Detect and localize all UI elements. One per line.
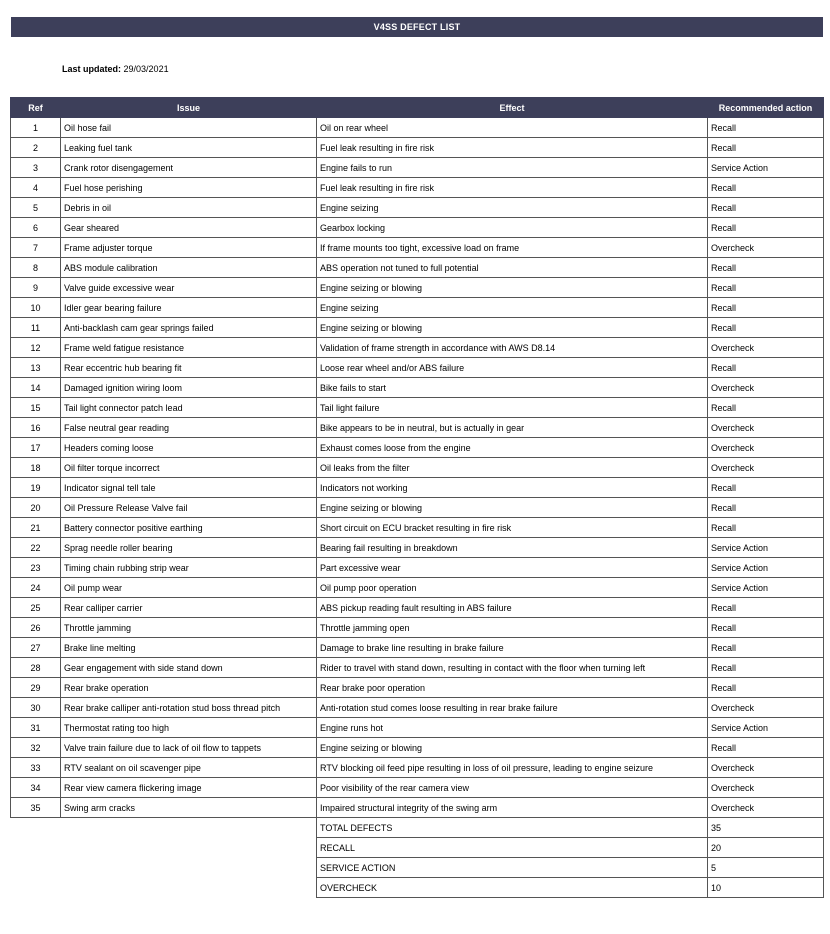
- cell-effect: Short circuit on ECU bracket resulting in fire risk: [317, 518, 708, 538]
- cell-action: Recall: [708, 638, 824, 658]
- cell-issue: Oil pump wear: [61, 578, 317, 598]
- cell-issue: Fuel hose perishing: [61, 178, 317, 198]
- cell-ref: 29: [11, 678, 61, 698]
- cell-issue: ABS module calibration: [61, 258, 317, 278]
- cell-action: Recall: [708, 498, 824, 518]
- cell-ref: 6: [11, 218, 61, 238]
- cell-action: Recall: [708, 618, 824, 638]
- cell-action: Recall: [708, 678, 824, 698]
- cell-ref: 18: [11, 458, 61, 478]
- summary-row: [11, 818, 824, 838]
- cell-ref: 14: [11, 378, 61, 398]
- table-row: [11, 478, 824, 498]
- summary-spacer: [11, 838, 317, 858]
- cell-issue: RTV sealant on oil scavenger pipe: [61, 758, 317, 778]
- cell-action: Recall: [708, 598, 824, 618]
- cell-issue: Anti-backlash cam gear springs failed: [61, 318, 317, 338]
- cell-issue: Swing arm cracks: [61, 798, 317, 818]
- cell-issue: Headers coming loose: [61, 438, 317, 458]
- cell-issue: Crank rotor disengagement: [61, 158, 317, 178]
- table-row: [11, 678, 824, 698]
- cell-effect: Part excessive wear: [317, 558, 708, 578]
- summary-row: [11, 858, 824, 878]
- cell-action: Overcheck: [708, 438, 824, 458]
- cell-ref: 10: [11, 298, 61, 318]
- last-updated-value: 29/03/2021: [123, 64, 169, 74]
- cell-issue: Debris in oil: [61, 198, 317, 218]
- table-row: [11, 178, 824, 198]
- summary-label: SERVICE ACTION: [317, 858, 708, 878]
- cell-action: Overcheck: [708, 418, 824, 438]
- cell-action: Recall: [708, 178, 824, 198]
- cell-action: Overcheck: [708, 338, 824, 358]
- summary-label: TOTAL DEFECTS: [317, 818, 708, 838]
- summary-row: [11, 878, 824, 898]
- cell-action: Overcheck: [708, 758, 824, 778]
- cell-action: Overcheck: [708, 698, 824, 718]
- cell-action: Recall: [708, 398, 824, 418]
- cell-ref: 9: [11, 278, 61, 298]
- cell-ref: 27: [11, 638, 61, 658]
- cell-issue: Oil Pressure Release Valve fail: [61, 498, 317, 518]
- cell-action: Recall: [708, 518, 824, 538]
- summary-value: 5: [708, 858, 824, 878]
- table-row: [11, 318, 824, 338]
- cell-issue: Rear view camera flickering image: [61, 778, 317, 798]
- table-row: [11, 378, 824, 398]
- cell-action: Overcheck: [708, 378, 824, 398]
- cell-ref: 33: [11, 758, 61, 778]
- table-row: [11, 338, 824, 358]
- cell-issue: Rear brake calliper anti-rotation stud boss thread pitch: [61, 698, 317, 718]
- cell-effect: RTV blocking oil feed pipe resulting in loss of oil pressure, leading to engine seizure: [317, 758, 708, 778]
- cell-action: Service Action: [708, 538, 824, 558]
- column-header-ref: Ref: [11, 98, 61, 118]
- table-row: [11, 638, 824, 658]
- cell-issue: Timing chain rubbing strip wear: [61, 558, 317, 578]
- cell-ref: 3: [11, 158, 61, 178]
- cell-issue: False neutral gear reading: [61, 418, 317, 438]
- cell-effect: Engine seizing or blowing: [317, 498, 708, 518]
- cell-ref: 30: [11, 698, 61, 718]
- cell-effect: Fuel leak resulting in fire risk: [317, 178, 708, 198]
- cell-ref: 19: [11, 478, 61, 498]
- cell-effect: Engine runs hot: [317, 718, 708, 738]
- cell-ref: 16: [11, 418, 61, 438]
- cell-ref: 26: [11, 618, 61, 638]
- summary-spacer: [11, 858, 317, 878]
- cell-effect: Loose rear wheel and/or ABS failure: [317, 358, 708, 378]
- cell-effect: Gearbox locking: [317, 218, 708, 238]
- cell-issue: Frame weld fatigue resistance: [61, 338, 317, 358]
- summary-value: 20: [708, 838, 824, 858]
- cell-effect: Poor visibility of the rear camera view: [317, 778, 708, 798]
- cell-ref: 28: [11, 658, 61, 678]
- cell-action: Overcheck: [708, 458, 824, 478]
- table-row: [11, 798, 824, 818]
- cell-ref: 7: [11, 238, 61, 258]
- cell-action: Recall: [708, 318, 824, 338]
- table-row: [11, 738, 824, 758]
- cell-issue: Rear eccentric hub bearing fit: [61, 358, 317, 378]
- cell-effect: Oil leaks from the filter: [317, 458, 708, 478]
- cell-ref: 2: [11, 138, 61, 158]
- table-row: [11, 418, 824, 438]
- column-header-issue: Issue: [61, 98, 317, 118]
- cell-effect: Rear brake poor operation: [317, 678, 708, 698]
- cell-ref: 4: [11, 178, 61, 198]
- cell-effect: ABS operation not tuned to full potential: [317, 258, 708, 278]
- cell-ref: 25: [11, 598, 61, 618]
- cell-ref: 34: [11, 778, 61, 798]
- cell-action: Recall: [708, 358, 824, 378]
- table-row: [11, 698, 824, 718]
- cell-effect: Bearing fail resulting in breakdown: [317, 538, 708, 558]
- cell-action: Overcheck: [708, 778, 824, 798]
- page-title: V4SS DEFECT LIST: [11, 17, 823, 37]
- cell-effect: Bike fails to start: [317, 378, 708, 398]
- cell-effect: Anti-rotation stud comes loose resulting in rear brake failure: [317, 698, 708, 718]
- table-row: [11, 538, 824, 558]
- cell-action: Recall: [708, 658, 824, 678]
- column-header-effect: Effect: [317, 98, 708, 118]
- cell-issue: Brake line melting: [61, 638, 317, 658]
- cell-effect: Engine fails to run: [317, 158, 708, 178]
- cell-ref: 24: [11, 578, 61, 598]
- last-updated: [62, 64, 169, 74]
- cell-effect: Engine seizing: [317, 298, 708, 318]
- column-header-action: Recommended action: [708, 98, 824, 118]
- table-row: [11, 458, 824, 478]
- cell-issue: Thermostat rating too high: [61, 718, 317, 738]
- cell-effect: Impaired structural integrity of the swing arm: [317, 798, 708, 818]
- cell-issue: Idler gear bearing failure: [61, 298, 317, 318]
- cell-effect: Engine seizing or blowing: [317, 738, 708, 758]
- cell-effect: Damage to brake line resulting in brake failure: [317, 638, 708, 658]
- cell-issue: Gear engagement with side stand down: [61, 658, 317, 678]
- cell-issue: Valve guide excessive wear: [61, 278, 317, 298]
- cell-issue: Sprag needle roller bearing: [61, 538, 317, 558]
- cell-action: Service Action: [708, 158, 824, 178]
- cell-ref: 1: [11, 118, 61, 138]
- cell-issue: Tail light connector patch lead: [61, 398, 317, 418]
- cell-effect: Exhaust comes loose from the engine: [317, 438, 708, 458]
- table-row: [11, 518, 824, 538]
- cell-effect: If frame mounts too tight, excessive load on frame: [317, 238, 708, 258]
- table-row: [11, 778, 824, 798]
- defect-table: [10, 97, 824, 898]
- cell-issue: Indicator signal tell tale: [61, 478, 317, 498]
- cell-issue: Leaking fuel tank: [61, 138, 317, 158]
- cell-effect: Engine seizing or blowing: [317, 278, 708, 298]
- cell-ref: 15: [11, 398, 61, 418]
- cell-action: Recall: [708, 258, 824, 278]
- cell-action: Service Action: [708, 558, 824, 578]
- table-row: [11, 218, 824, 238]
- cell-action: Recall: [708, 298, 824, 318]
- cell-ref: 23: [11, 558, 61, 578]
- table-row: [11, 578, 824, 598]
- table-row: [11, 238, 824, 258]
- cell-effect: Tail light failure: [317, 398, 708, 418]
- cell-ref: 5: [11, 198, 61, 218]
- cell-effect: Validation of frame strength in accordance with AWS D8.14: [317, 338, 708, 358]
- cell-action: Recall: [708, 278, 824, 298]
- table-row: [11, 718, 824, 738]
- table-row: [11, 118, 824, 138]
- table-row: [11, 358, 824, 378]
- cell-ref: 32: [11, 738, 61, 758]
- summary-value: 10: [708, 878, 824, 898]
- cell-effect: Engine seizing or blowing: [317, 318, 708, 338]
- cell-issue: Damaged ignition wiring loom: [61, 378, 317, 398]
- cell-ref: 31: [11, 718, 61, 738]
- cell-action: Service Action: [708, 718, 824, 738]
- table-row: [11, 438, 824, 458]
- cell-issue: Battery connector positive earthing: [61, 518, 317, 538]
- summary-row: [11, 838, 824, 858]
- cell-ref: 13: [11, 358, 61, 378]
- cell-effect: Oil on rear wheel: [317, 118, 708, 138]
- cell-ref: 12: [11, 338, 61, 358]
- cell-issue: Rear brake operation: [61, 678, 317, 698]
- table-row: [11, 758, 824, 778]
- table-row: [11, 658, 824, 678]
- cell-issue: Gear sheared: [61, 218, 317, 238]
- table-row: [11, 258, 824, 278]
- cell-issue: Rear calliper carrier: [61, 598, 317, 618]
- cell-effect: Engine seizing: [317, 198, 708, 218]
- cell-action: Recall: [708, 218, 824, 238]
- table-header-row: [11, 98, 824, 118]
- last-updated-label: Last updated:: [62, 64, 122, 74]
- cell-ref: 21: [11, 518, 61, 538]
- cell-issue: Oil hose fail: [61, 118, 317, 138]
- summary-value: 35: [708, 818, 824, 838]
- cell-effect: Oil pump poor operation: [317, 578, 708, 598]
- summary-label: OVERCHECK: [317, 878, 708, 898]
- cell-issue: Throttle jamming: [61, 618, 317, 638]
- table-row: [11, 598, 824, 618]
- cell-effect: Rider to travel with stand down, resulting in contact with the floor when turning left: [317, 658, 708, 678]
- cell-effect: Throttle jamming open: [317, 618, 708, 638]
- cell-issue: Frame adjuster torque: [61, 238, 317, 258]
- cell-action: Overcheck: [708, 238, 824, 258]
- table-row: [11, 158, 824, 178]
- summary-spacer: [11, 878, 317, 898]
- cell-ref: 22: [11, 538, 61, 558]
- table-row: [11, 558, 824, 578]
- summary-label: RECALL: [317, 838, 708, 858]
- cell-ref: 20: [11, 498, 61, 518]
- cell-ref: 8: [11, 258, 61, 278]
- cell-action: Overcheck: [708, 798, 824, 818]
- cell-action: Recall: [708, 478, 824, 498]
- cell-action: Service Action: [708, 578, 824, 598]
- table-row: [11, 278, 824, 298]
- table-row: [11, 398, 824, 418]
- cell-action: Recall: [708, 738, 824, 758]
- summary-spacer: [11, 818, 317, 838]
- cell-action: Recall: [708, 118, 824, 138]
- table-row: [11, 198, 824, 218]
- cell-ref: 35: [11, 798, 61, 818]
- cell-issue: Valve train failure due to lack of oil flow to tappets: [61, 738, 317, 758]
- cell-ref: 17: [11, 438, 61, 458]
- table-row: [11, 498, 824, 518]
- table-row: [11, 618, 824, 638]
- cell-action: Recall: [708, 138, 824, 158]
- cell-effect: Bike appears to be in neutral, but is actually in gear: [317, 418, 708, 438]
- cell-effect: ABS pickup reading fault resulting in ABS failure: [317, 598, 708, 618]
- cell-ref: 11: [11, 318, 61, 338]
- cell-effect: Fuel leak resulting in fire risk: [317, 138, 708, 158]
- table-row: [11, 298, 824, 318]
- cell-action: Recall: [708, 198, 824, 218]
- cell-effect: Indicators not working: [317, 478, 708, 498]
- cell-issue: Oil filter torque incorrect: [61, 458, 317, 478]
- table-row: [11, 138, 824, 158]
